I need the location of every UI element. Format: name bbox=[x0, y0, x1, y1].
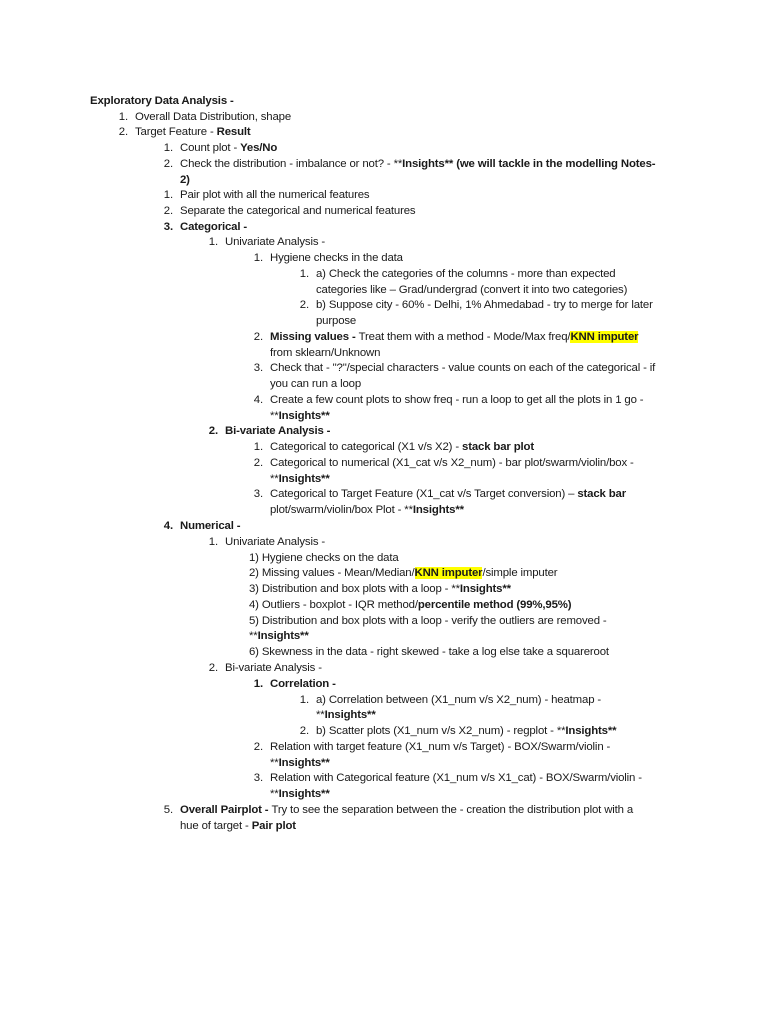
list-item: 3) Distribution and box plots with a loop - **Insights** bbox=[249, 583, 511, 595]
list-item: 2. Categorical to numerical (X1_cat v/s X2_num) - bar plot/swarm/violin/box - bbox=[253, 457, 634, 469]
list-item: 1. Univariate Analysis - bbox=[208, 536, 326, 548]
list-item: 3. Check that - "?"/special characters - value counts on each of the categorical - if bbox=[253, 362, 656, 374]
list-item: 1. a) Check the categories of the columns - more than expected bbox=[299, 268, 616, 280]
list-item: 2. Separate the categorical and numerical features bbox=[163, 205, 416, 217]
list-item-continuation: hue of target - Pair plot bbox=[180, 820, 296, 832]
list-item: 1. Pair plot with all the numerical features bbox=[163, 189, 370, 201]
list-item-continuation: **Insights** bbox=[270, 757, 330, 769]
list-item: 3. Relation with Categorical feature (X1_num v/s X1_cat) - BOX/Swarm/violin - bbox=[253, 772, 642, 784]
list-item: 1. Univariate Analysis - bbox=[208, 236, 326, 248]
document-title: Exploratory Data Analysis - bbox=[90, 95, 234, 107]
list-item: 5) Distribution and box plots with a loop - verify the outliers are removed - bbox=[249, 615, 607, 627]
list-item: 2. Missing values - Treat them with a method - Mode/Max freq/KNN imputer bbox=[253, 331, 639, 343]
highlighted-text: KNN imputer bbox=[570, 331, 639, 343]
list-item-continuation: purpose bbox=[316, 315, 357, 327]
subsection-heading-bivariate: 2. Bi-variate Analysis - bbox=[208, 425, 331, 437]
list-item: 4) Outliers - boxplot - IQR method/percentile method (99%,95%) bbox=[249, 599, 572, 611]
list-item: 4. Create a few count plots to show freq - run a loop to get all the plots in 1 go - bbox=[253, 394, 644, 406]
list-item: 5. Overall Pairplot - Try to see the separation between the - creation the distribution plot with a bbox=[163, 804, 634, 816]
list-item-continuation: **Insights** bbox=[270, 473, 330, 485]
list-item: 2. Bi-variate Analysis - bbox=[208, 662, 322, 674]
list-item: 3. Categorical to Target Feature (X1_cat v/s Target conversion) – stack bar bbox=[253, 488, 627, 500]
list-item-continuation: plot/swarm/violin/box Plot - **Insights** bbox=[270, 504, 464, 516]
list-item: 1. a) Correlation between (X1_num v/s X2_num) - heatmap - bbox=[299, 694, 602, 706]
highlighted-text: KNN imputer bbox=[414, 567, 483, 579]
list-item: 1. Count plot - Yes/No bbox=[163, 142, 278, 154]
section-heading-categorical: 3. Categorical - bbox=[163, 221, 248, 233]
section-heading-numerical: 4. Numerical - bbox=[163, 520, 241, 532]
list-item: 1. Overall Data Distribution, shape bbox=[118, 111, 292, 123]
list-item-continuation: **Insights** bbox=[270, 788, 330, 800]
list-item: 2. b) Scatter plots (X1_num v/s X2_num) - regplot - **Insights** bbox=[299, 725, 617, 737]
list-item-continuation: **Insights** bbox=[249, 630, 309, 642]
list-item: 2. b) Suppose city - 60% - Delhi, 1% Ahmedabad - try to merge for later bbox=[299, 299, 653, 311]
list-item-continuation: categories like – Grad/undergrad (convert it into two categories) bbox=[316, 284, 628, 296]
list-item: 1. Hygiene checks in the data bbox=[253, 252, 403, 264]
list-item-continuation: **Insights** bbox=[270, 410, 330, 422]
list-item: 2) Missing values - Mean/Median/KNN imputer/simple imputer bbox=[249, 567, 558, 579]
list-item: 1) Hygiene checks on the data bbox=[249, 552, 399, 564]
list-item: 2. Target Feature - Result bbox=[118, 126, 251, 138]
list-item-continuation: from sklearn/Unknown bbox=[270, 347, 381, 359]
list-item: 2. Check the distribution - imbalance or not? - **Insights** (we will tackle in the modelling Notes- bbox=[163, 158, 656, 170]
list-item-continuation: **Insights** bbox=[316, 709, 376, 721]
list-item-continuation: 2) bbox=[180, 174, 190, 186]
list-item: 2. Relation with target feature (X1_num v/s Target) - BOX/Swarm/violin - bbox=[253, 741, 611, 753]
list-item-continuation: you can run a loop bbox=[270, 378, 362, 390]
list-item: 6) Skewness in the data - right skewed - take a log else take a squareroot bbox=[249, 646, 609, 658]
list-item: 1. Categorical to categorical (X1 v/s X2) - stack bar plot bbox=[253, 441, 534, 453]
subsection-heading-correlation: 1. Correlation - bbox=[253, 678, 336, 690]
